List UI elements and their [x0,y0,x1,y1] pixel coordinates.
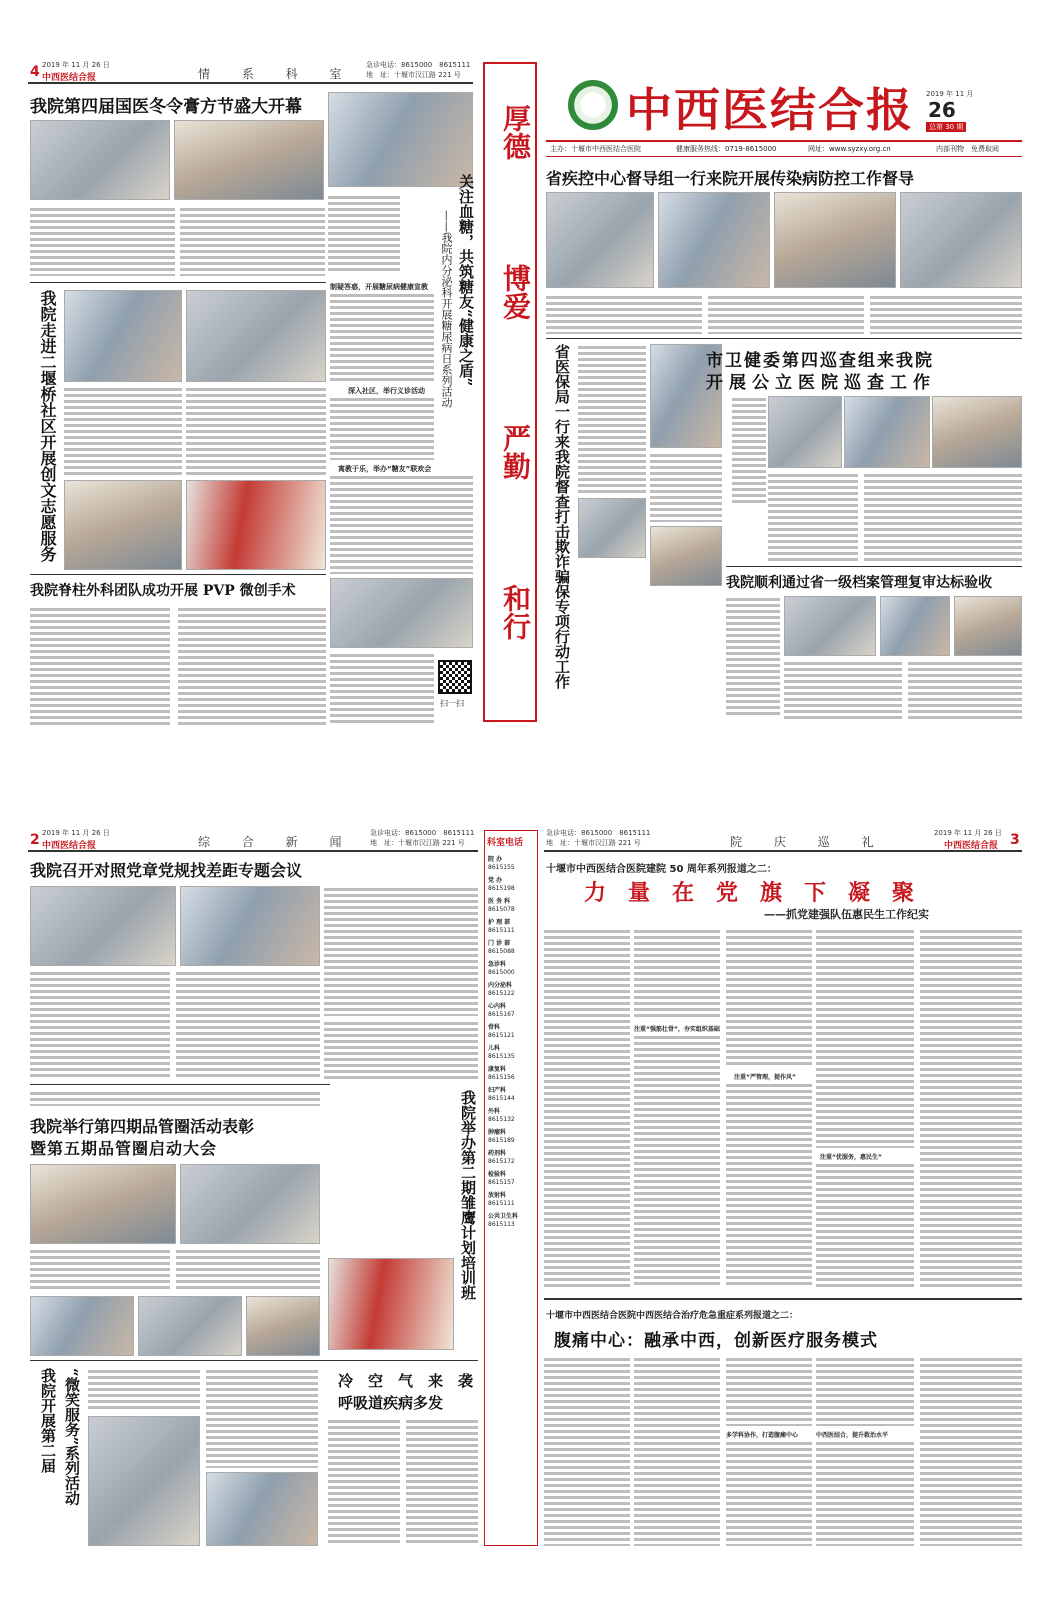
contact-phone: 8615135 [488,1053,515,1060]
page-number: 3 [1010,832,1020,848]
sponsor: 主办：十堰市中西医结合医院 [550,145,641,153]
subheadline-party-flag: ——抓党建强队伍惠民生工作纪实 [764,908,929,921]
article-text [634,928,720,1020]
article-text [784,660,902,720]
series-label-1: 十堰市中西医结合医院建院 50 周年系列报道之二： [546,864,777,875]
masthead-title: 中西医结合报 [626,83,914,137]
contact-phone: 8615156 [488,1074,515,1081]
sub-clinic: 深入社区，举行义诊活动 [348,387,425,395]
main-headline: 省疾控中心督导组一行来院开展传染病防控工作督导 [546,169,915,188]
contact-column [484,830,538,1546]
contact-department: 院 办 [488,856,503,863]
vheadline-community: 我院走进二堰桥社区开展创文志愿服务 [38,290,57,562]
article-text [864,472,1022,562]
article-text [816,928,914,1148]
contact-phone: 8615157 [488,1179,515,1186]
article-text [908,660,1022,720]
contact-phone: 8615122 [488,990,515,997]
article-text [920,1356,1022,1546]
article-text [176,970,320,1080]
contact-department: 放射科 [488,1192,507,1199]
masthead-date: 2019 年 11 月 [926,90,974,98]
sub-organization: 注重“强筋壮骨”，夯实组织基础 [634,1026,720,1033]
page-4 [28,60,473,730]
article-text [328,194,400,274]
contact-department: 肿瘤科 [488,1129,507,1136]
slogan-item: 严勤 [499,424,532,480]
contact-department: 急诊科 [488,961,507,968]
article-text [330,652,434,726]
contact-department: 党 办 [488,877,503,884]
sub-management: 注重“严管理，提作风” [734,1074,796,1081]
contact-list [488,851,536,1229]
article-text [544,928,630,1288]
vheadline-insurance: 省医保局一行来我院督查打击欺诈骗保专项行动工作 [553,344,571,689]
headline-party-meeting: 我院召开对照党章党规找差距专题会议 [30,861,303,880]
divider [30,1084,330,1085]
qr-code[interactable] [438,660,472,694]
contact-department: 心内科 [488,1003,507,1010]
article-text [732,396,766,506]
contact-phone: 8615167 [488,1011,515,1018]
emergency-phone: 急诊电话：8615000 8615111 [370,829,475,837]
headline-pvp: 我院脊柱外科团队成功开展 PVP 微创手术 [30,583,296,599]
article-text [816,1440,914,1546]
contact-department: 外科 [488,1108,501,1115]
address: 地 址：十堰市汉江路 221 号 [366,71,461,79]
internal-note: 内部刊物 免费取阅 [936,145,999,153]
divider [30,1360,478,1361]
headline-cold-1: 冷 空 气 来 袭 [338,1372,474,1390]
divider [30,282,326,283]
page-3-header [544,828,1022,852]
photo [88,1416,200,1546]
vheadline-smile-1: 我院开展第二届 [39,1368,57,1473]
page-2 [28,828,478,1550]
vheadline-smile-2: “微笑服务”系列活动 [63,1368,81,1506]
photo [650,526,722,586]
page-4-header [28,60,473,84]
photo [932,396,1022,468]
article-text [176,1248,320,1292]
sub-mdt: 多学科协作，打造腹痛中心 [726,1432,799,1439]
paper-name: 中西医结合报 [944,841,999,851]
photo [784,596,876,656]
divider [726,566,1022,567]
article-text [726,596,780,716]
contact-department: 骨科 [488,1024,501,1031]
contact-phone: 8615113 [488,1221,515,1228]
photo [64,290,182,382]
paper-name: 中西医结合报 [42,841,97,851]
emergency-phone: 急诊电话：8615000 8615111 [366,61,471,69]
address: 地 址：十堰市汉江路 221 号 [370,839,465,847]
article-text [650,452,722,522]
vheadline-diabetes: 关注血糖，共筑糖友“健康之盾” [457,174,475,387]
photo [30,886,176,966]
photo [30,1296,134,1356]
headline-archive: 我院顺利通过省一级档案管理复审达标验收 [726,575,992,591]
qr-caption: 扫一扫 [440,699,464,708]
divider [544,1298,1022,1300]
photo [64,480,182,570]
article-text [88,1368,200,1412]
article-text [180,206,325,276]
contact-phone: 8615111 [488,927,515,934]
article-text [726,1440,812,1546]
article-text [30,606,170,726]
issue-date: 2019 年 11 月 26 日 [934,829,1002,837]
photo [206,1472,318,1546]
article-text [330,292,434,382]
photo [246,1296,320,1356]
contact-department: 妇产科 [488,1087,507,1094]
contact-department: 检验科 [488,1171,507,1178]
masthead-infobar [546,140,1022,157]
contact-department: 医 务 科 [488,898,511,905]
section-title: 综 合 新 闻 [198,835,356,849]
photo [180,1164,320,1244]
article-text [768,472,858,562]
article-text [30,1090,320,1106]
article-text [726,928,812,1068]
sub-service: 注重“优服务，惠民生” [820,1154,882,1161]
article-text [30,1248,170,1292]
contact-phone: 8615121 [488,1032,515,1039]
photo [880,596,950,656]
article-text [206,1368,318,1468]
headline-abdominal-pain: 腹痛中心：融承中西，创新医疗服务模式 [554,1331,878,1351]
contact-phone: 8615000 [488,969,515,976]
article-text [634,1034,720,1288]
article-text [178,606,326,726]
photo [174,120,324,200]
contact-phone: 8615172 [488,1158,515,1165]
series-label-2: 十堰市中西医结合医院中西医结合治疗危急重症系列报道之二： [546,1311,799,1321]
article-text [324,886,478,1016]
emergency-phone: 急诊电话：8615000 8615111 [546,829,651,837]
article-text [546,294,702,334]
photo [768,396,842,468]
photo [186,480,326,570]
issue-date: 2019 年 11 月 26 日 [42,829,110,837]
page-number: 4 [30,64,40,80]
article-text [30,970,170,1080]
photo [658,192,770,288]
issue-date: 2019 年 11 月 26 日 [42,61,110,69]
headline-inspection-1: 市卫健委第四巡查组来我院 [706,351,934,371]
divider [30,574,326,575]
article-text [406,1418,478,1546]
website[interactable]: 网址：www.syzxy.org.cn [808,145,891,153]
hotline: 健康服务热线：0719-8615000 [676,145,777,153]
section-title: 情 系 科 室 [198,67,356,81]
article-text [726,1356,812,1426]
section-title: 院 庆 巡 礼 [730,835,888,849]
photo [30,1164,176,1244]
contact-phone: 8615155 [488,864,515,871]
slogan-item: 和行 [499,584,532,640]
masthead-issue: 总第 30 期 [926,122,966,132]
slogan-item: 博爱 [499,264,532,320]
contact-department: 门 诊 部 [488,940,511,947]
headline-gaofang: 我院第四届国医冬令膏方节盛大开幕 [30,97,302,117]
photo [330,578,473,648]
article-text [328,1418,400,1546]
slogan-banner [483,62,537,722]
sub-tcm: 中西医结合，提升救治水平 [816,1432,889,1439]
divider [546,338,1022,339]
photo [546,192,654,288]
article-text [920,928,1022,1288]
masthead [546,62,1022,142]
paper-name: 中西医结合报 [42,73,97,83]
contact-department: 儿科 [488,1045,501,1052]
contact-title: 科室电话 [487,838,524,848]
headline-qcc-2: 暨第五期品管圈启动大会 [30,1139,218,1158]
photo [900,192,1022,288]
article-text [64,386,182,476]
contact-department: 内分泌科 [488,982,513,989]
contact-phone: 8615132 [488,1116,515,1123]
page-number: 2 [30,832,40,848]
article-text [816,1356,914,1426]
article-text [708,294,864,334]
contact-phone: 8615078 [488,906,515,913]
article-text [330,474,473,574]
headline-cold-2: 呼吸道疾病多发 [338,1394,444,1412]
photo [328,1258,454,1350]
headline-qcc-1: 我院举行第四期品管圈活动表彰 [30,1117,255,1136]
photo [138,1296,242,1356]
article-text [186,386,326,476]
page-3 [544,828,1022,1550]
page-1 [546,62,1022,730]
headline-inspection-2: 开展公立医院巡查工作 [706,373,936,393]
hospital-logo-icon [568,80,618,130]
address: 地 址：十堰市汉江路 221 号 [546,839,641,847]
article-text [634,1356,720,1546]
photo [774,192,896,288]
article-text [816,1162,914,1288]
article-text [870,294,1022,334]
vsub-diabetes: ——我院内分泌科开展糖尿病日系列活动 [440,210,453,408]
photo [844,396,930,468]
photo [30,120,170,200]
article-text [726,1082,812,1288]
article-text [578,344,646,494]
photo [578,498,646,558]
contact-department: 药剂科 [488,1150,507,1157]
vheadline-eagle: 我院举办第二期雏鹰计划培训班 [459,1090,477,1300]
slogan-item: 厚德 [499,104,532,160]
contact-phone: 8615144 [488,1095,515,1102]
article-text [330,396,434,460]
contact-phone: 8615198 [488,885,515,892]
contact-phone: 8615189 [488,1137,515,1144]
contact-phone: 8615088 [488,948,515,955]
sub-training: 制疑答惑，开展糖尿病健康宣教 [330,283,428,291]
masthead-day: 26 [928,98,956,122]
article-text [324,1020,478,1080]
photo [954,596,1022,656]
contact-department: 康复科 [488,1066,507,1073]
photo [180,886,320,966]
contact-department: 公共卫生科 [488,1213,519,1220]
photo [328,92,473,187]
page-2-header [28,828,478,852]
article-text [30,206,175,276]
headline-party-flag: 力 量 在 党 旗 下 凝 聚 [584,880,915,906]
contact-department: 护 理 部 [488,919,511,926]
contact-phone: 8615111 [488,1200,515,1207]
photo [186,290,326,382]
sub-party: 寓教于乐，举办“糖友”联欢会 [338,465,432,473]
article-text [544,1356,630,1546]
